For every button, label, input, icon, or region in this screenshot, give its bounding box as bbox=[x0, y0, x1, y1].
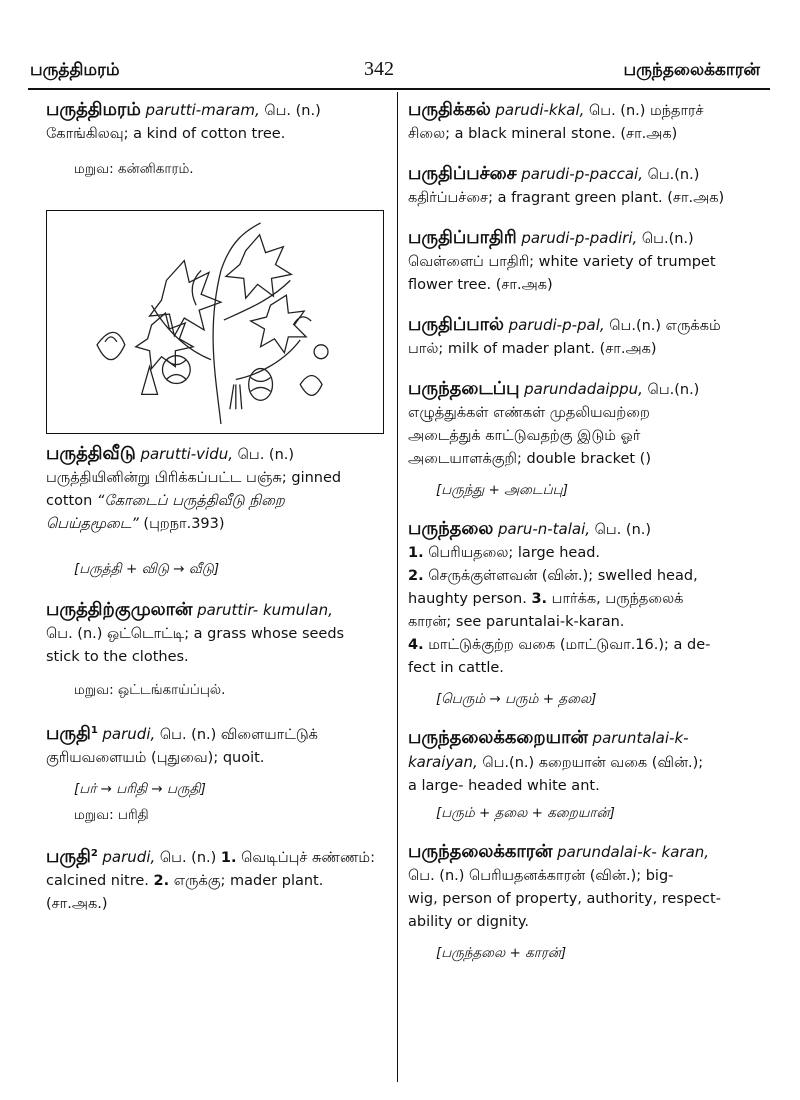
dictionary-entry bbox=[408, 840, 772, 964]
citation: (புறநா.393) bbox=[138, 516, 225, 532]
dictionary-entry bbox=[46, 719, 384, 826]
definition: பால்; milk of mader plant. (சா.அக) bbox=[408, 341, 657, 357]
superscript-number: 1 bbox=[90, 725, 98, 736]
quotation: பெய்தமூடை” bbox=[46, 516, 139, 532]
grammar-label: பெ. (n.) விளையாட்டுக் bbox=[159, 726, 318, 743]
definition-text: cotton bbox=[46, 493, 97, 509]
etymology: [பருந்தலை + காரன்] bbox=[436, 945, 567, 961]
grammar-label: பெ.(n.) bbox=[641, 231, 694, 247]
transliteration: parudi-p-pal, bbox=[508, 316, 605, 334]
grammar-label: பெ.(n.) கறையான் வகை (வின்.); bbox=[482, 755, 704, 771]
transliteration: parudi-p-paccai, bbox=[521, 165, 643, 183]
definition-text: செருக்குள்ளவன் (வின்.); swelled head, bbox=[423, 568, 698, 584]
definition-line: எழுத்துக்கள் எண்கள் முதலியவற்றை bbox=[408, 405, 650, 421]
definition-text: பார்க்க, பருந்தலைக் bbox=[547, 591, 684, 607]
headword: பருந்தலைக்காரன் bbox=[408, 841, 553, 862]
right-column bbox=[408, 98, 772, 964]
grammar-label: பெ. (n.) bbox=[594, 522, 652, 538]
transliteration: parutti-maram, bbox=[145, 101, 260, 119]
cotton-plant-figure bbox=[46, 210, 384, 434]
grammar-label: பெ.(n.) bbox=[647, 382, 700, 398]
definition: கதிர்ப்பச்சை; a fragrant green plant. (சா.அக) bbox=[408, 190, 725, 206]
definition-text: haughty person. bbox=[408, 591, 532, 607]
definition-line: பெ. (n.) பெரியதனக்காரன் (வின்.); big- bbox=[408, 868, 674, 884]
dictionary-entry bbox=[408, 726, 772, 824]
definition-line: wig, person of property, authority, respect- bbox=[408, 891, 721, 907]
sense-number: 2. bbox=[153, 872, 170, 889]
transliteration: karaiyan, bbox=[408, 753, 478, 771]
dictionary-entry bbox=[408, 162, 772, 210]
sense-number: 2. bbox=[408, 568, 424, 584]
synonym: மறுவ: பரிதி bbox=[74, 806, 149, 823]
headword: பருத்திவீடு bbox=[46, 443, 136, 464]
definition: குரியவளையம் (புதுவை); quoit. bbox=[46, 749, 265, 766]
headword: பருத்திற்குமுலான் bbox=[46, 599, 193, 620]
definition-line: காரன்; see paruntalai-k-karan. bbox=[408, 614, 625, 630]
dictionary-entry bbox=[46, 598, 384, 701]
grammar-label: பெ. (n.) மந்தாரச் bbox=[589, 103, 704, 119]
definition-text: வெடிப்புச் சுண்ணம்: bbox=[236, 849, 375, 866]
headword: பருதிக்கல் bbox=[408, 99, 491, 120]
headword: பருத்திமரம் bbox=[46, 99, 141, 120]
etymology: [பர் → பரிதி → பருதி] bbox=[74, 780, 206, 797]
definition: சிலை; a black mineral stone. (சா.அக) bbox=[408, 126, 678, 142]
grammar-label: பெ.(n.) எருக்கம் bbox=[609, 318, 721, 334]
definition-text: மாட்டுக்குற்ற வகை (மாட்டுவா.16.); a de- bbox=[423, 637, 711, 653]
transliteration: paruntalai-k- bbox=[592, 729, 689, 747]
page-number: 342 bbox=[364, 58, 394, 80]
headword: பருதி bbox=[46, 722, 91, 744]
dictionary-entry bbox=[408, 313, 772, 361]
grammar-label: பெ. (n.) bbox=[264, 103, 321, 119]
etymology: [பருத்தி + விடு → வீடு] bbox=[74, 561, 220, 577]
transliteration: parundalai-k- karan, bbox=[557, 843, 710, 861]
transliteration: paru-n-talai, bbox=[497, 520, 591, 538]
headword: பருதி bbox=[46, 845, 91, 867]
definition-text: calcined nitre. bbox=[46, 872, 154, 889]
source-reference: (சா.அக.) bbox=[46, 895, 108, 912]
headword: பருதிப்பாதிரி bbox=[408, 227, 517, 248]
etymology: [பருந்து + அடைப்பு] bbox=[436, 482, 568, 498]
transliteration: parudi, bbox=[102, 847, 156, 866]
headword: பருதிப்பால் bbox=[408, 314, 504, 335]
definition-line: ability or dignity. bbox=[408, 914, 529, 930]
dictionary-entry bbox=[408, 377, 772, 501]
definition-text: எருக்கு; mader plant. bbox=[169, 872, 324, 889]
etymology: [பெரும் → பரும் + தலை] bbox=[436, 691, 597, 707]
header-right-guideword: பருந்தலைக்காரன் bbox=[623, 60, 760, 80]
transliteration: parutti-vidu, bbox=[140, 445, 234, 463]
definition-line: அடைத்துக் காட்டுவதற்கு இடும் ஓர் bbox=[408, 428, 641, 444]
dictionary-entry bbox=[408, 98, 772, 146]
definition-line: பெ. (n.) ஒட்டொட்டி; a grass whose seeds bbox=[46, 626, 345, 642]
definition-text: பெரியதலை; large head. bbox=[423, 545, 601, 561]
synonym: மறுவ: ஒட்டங்காய்ப்புல். bbox=[74, 682, 226, 698]
quotation: “கோடைப் பருத்திவீடு நிறை bbox=[96, 493, 285, 509]
definition: a large- headed white ant. bbox=[408, 778, 600, 794]
grammar-label: பெ. (n.) bbox=[159, 849, 217, 866]
dictionary-entry bbox=[408, 517, 772, 710]
grammar-label: பெ.(n.) bbox=[647, 167, 700, 183]
transliteration: parudi-p-padiri, bbox=[521, 229, 638, 247]
superscript-number: 2 bbox=[90, 847, 98, 859]
cotton-plant-illustration-icon bbox=[47, 211, 383, 433]
dictionary-entry bbox=[46, 442, 384, 580]
definition-line: அடையாளக்குறி; double bracket () bbox=[408, 451, 651, 467]
transliteration: parudi, bbox=[102, 724, 156, 743]
page-header bbox=[0, 58, 800, 86]
synonym: மறுவ: கன்னிகாரம். bbox=[74, 161, 194, 177]
definition-line: பருத்தியினின்று பிரிக்கப்பட்ட பஞ்சு; ginned bbox=[46, 470, 342, 486]
grammar-label: பெ. (n.) bbox=[237, 447, 295, 463]
etymology: [பரும் + தலை + கறையான்] bbox=[436, 805, 615, 821]
transliteration: parundadaippu, bbox=[524, 380, 643, 398]
definition-line: fect in cattle. bbox=[408, 660, 504, 676]
dictionary-entry bbox=[46, 842, 384, 916]
dictionary-entry bbox=[408, 226, 772, 297]
headword: பருந்தலைக்கறையான் bbox=[408, 727, 588, 748]
header-left-guideword: பருத்திமரம் bbox=[30, 60, 120, 80]
definition-line: flower tree. (சா.அக) bbox=[408, 277, 553, 293]
sense-number: 3. bbox=[531, 591, 548, 607]
headword: பருந்தடைப்பு bbox=[408, 378, 520, 399]
sense-number: 4. bbox=[408, 637, 424, 653]
definition-line: stick to the clothes. bbox=[46, 649, 189, 665]
headword: பருந்தலை bbox=[408, 518, 494, 539]
sense-number: 1. bbox=[408, 545, 424, 561]
transliteration: parudi-kkal, bbox=[495, 101, 585, 119]
headword: பருதிப்பச்சை bbox=[408, 163, 517, 184]
column-divider bbox=[397, 92, 398, 1082]
definition: கோங்கிலவு; a kind of cotton tree. bbox=[46, 126, 286, 142]
header-rule bbox=[28, 88, 770, 90]
dictionary-entry bbox=[46, 98, 384, 180]
sense-number: 1. bbox=[220, 849, 237, 866]
definition-line: வெள்ளைப் பாதிரி; white variety of trumpet bbox=[408, 254, 716, 270]
transliteration: paruttir- kumulan, bbox=[197, 601, 333, 619]
